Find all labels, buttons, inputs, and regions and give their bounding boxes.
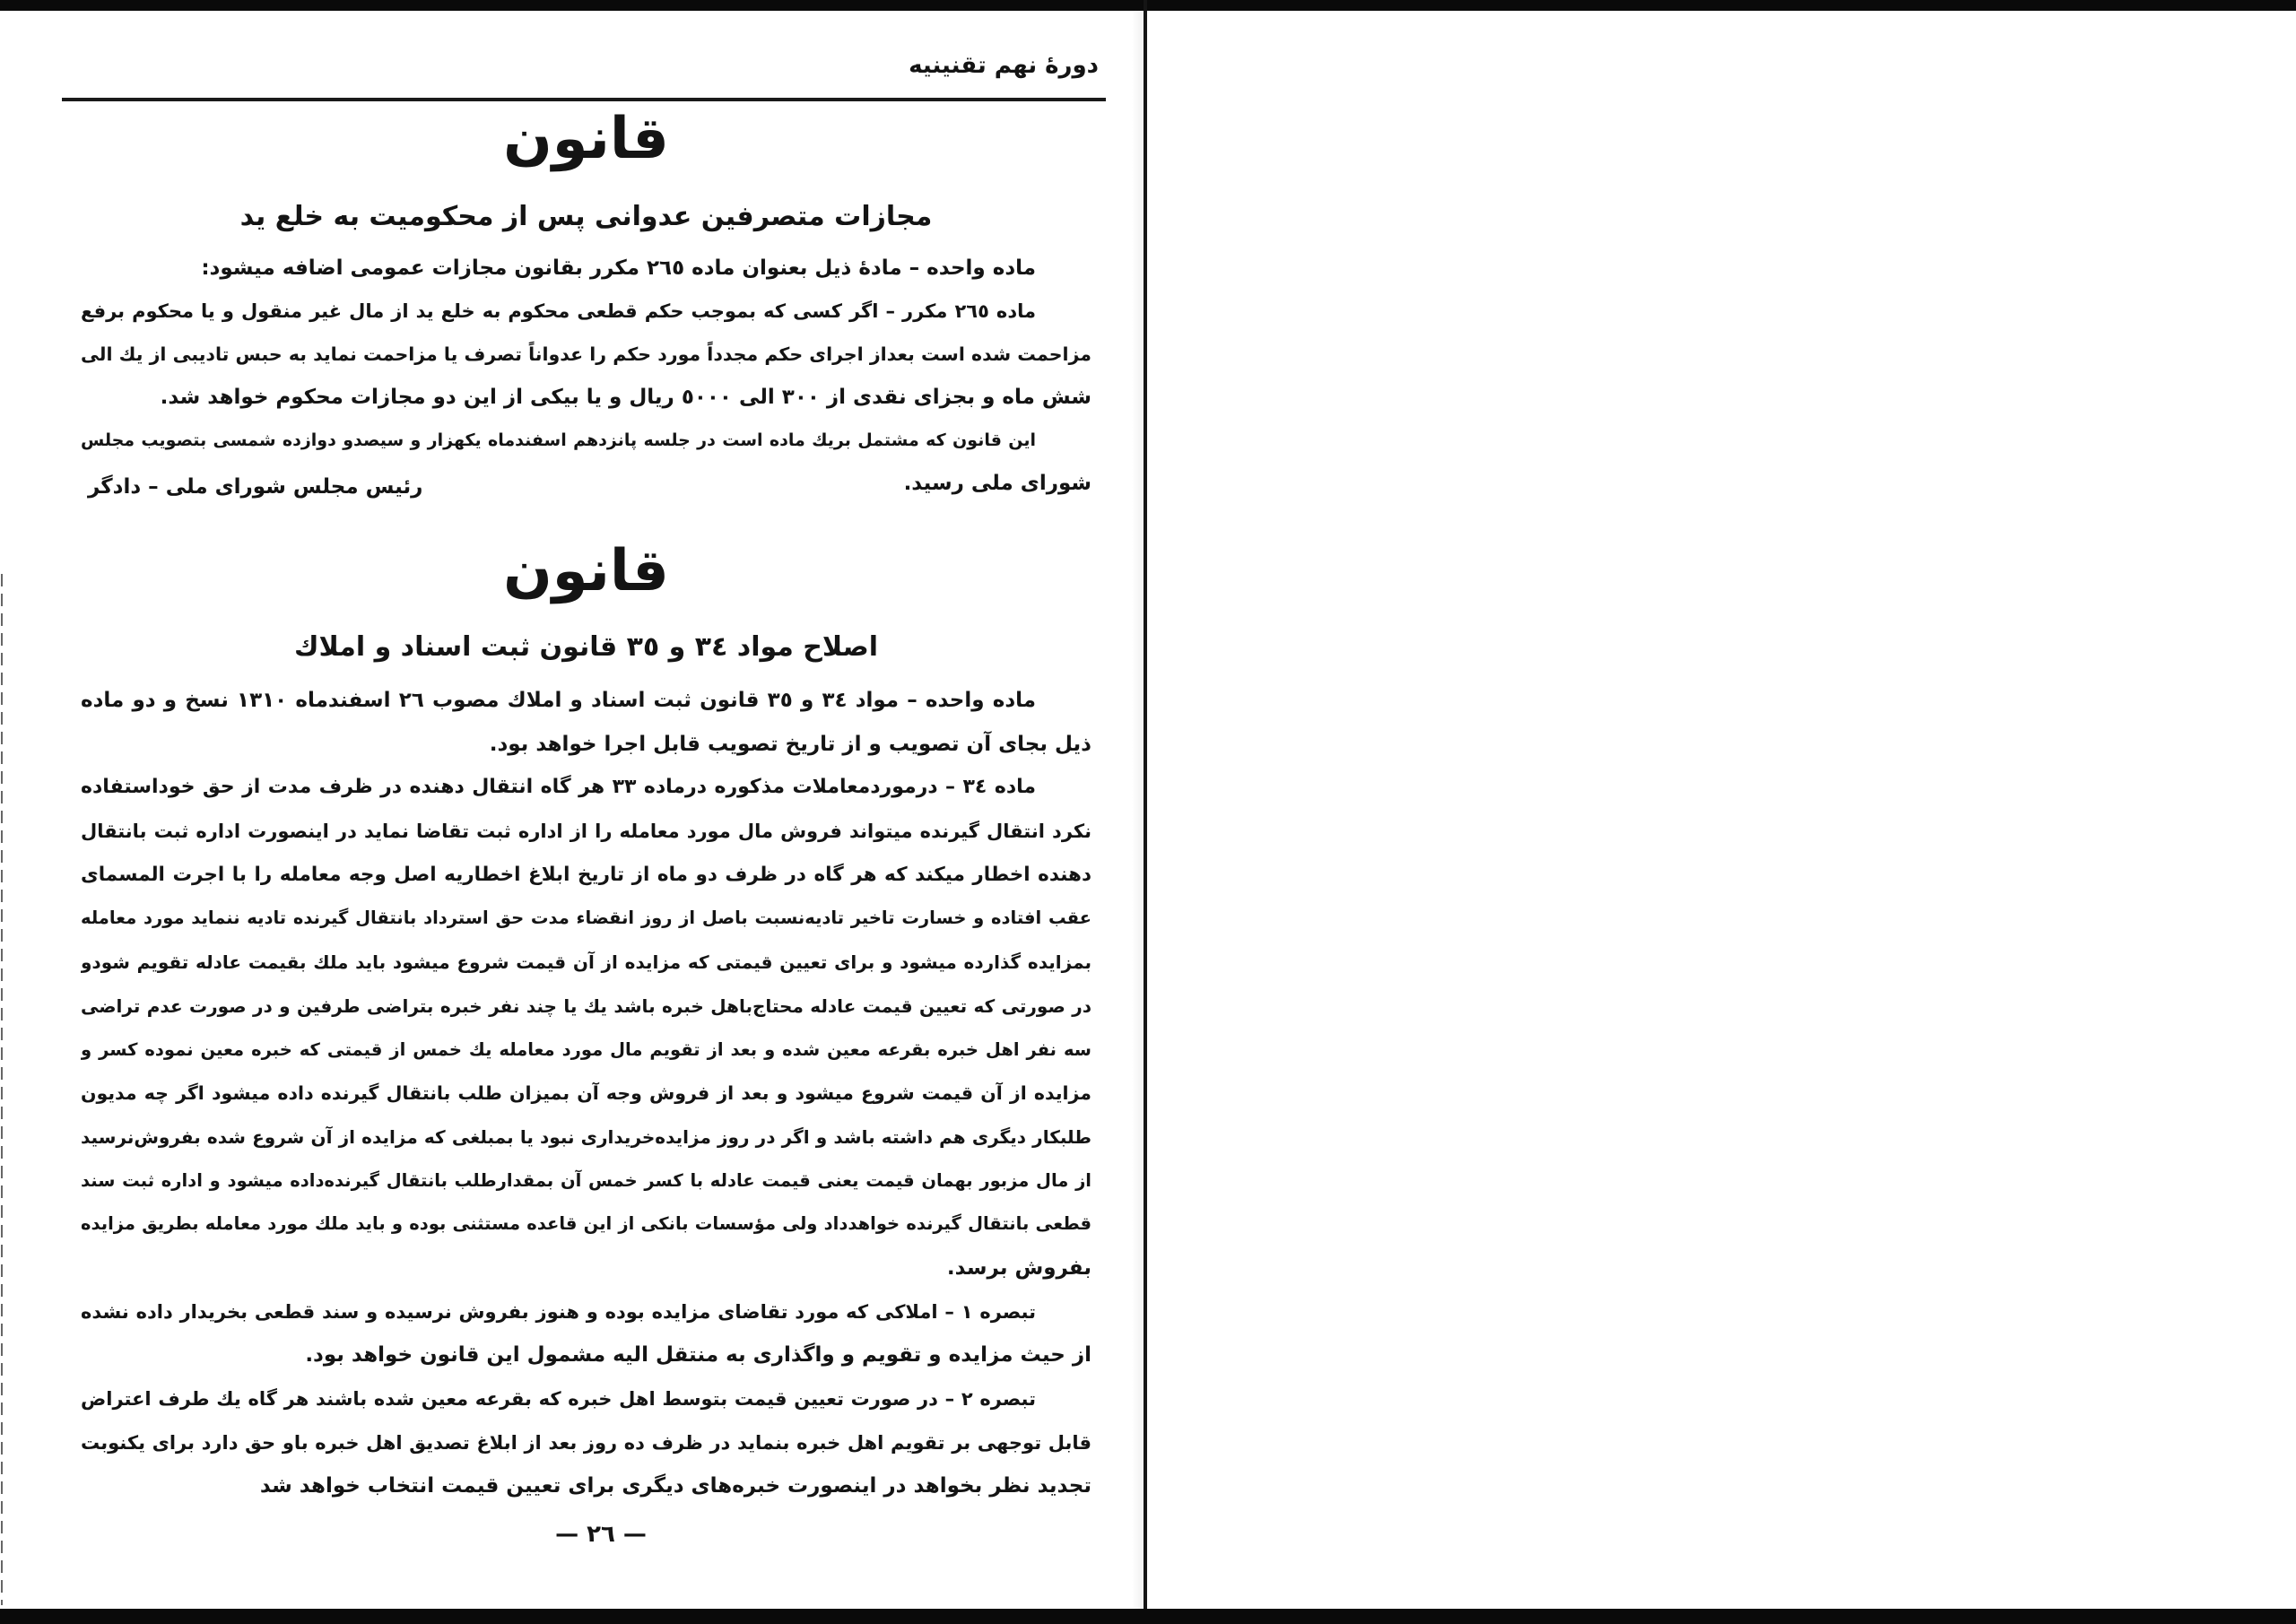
running-header: دورهٔ نهم تقنینیه [909,52,1099,79]
law1-intro-line: ماده واحده – مادهٔ ذیل بعنوان ماده ٢٦٥ مکرر بقانون مجازات عمومی اضافه میشود: [201,256,1036,280]
law2-article34-line: بمزایده گذارده میشود و برای تعیین قیمتی که مزایده از آن قیمت شروع میشود باید ملك بقیمت عادله تقویم شودو [81,951,1091,974]
book-gutter-line [1144,0,1147,1624]
law2-subheading [81,626,1091,669]
law2-article34-line: ماده ٣٤ – درموردمعاملات مذکوره درماده ٣٣ هر گاه انتقال دهنده در ظرف مدت از حق خوداستفاده [81,776,1036,799]
law2-note2-line: قابل توجهی بر تقویم اهل خبره بنماید در ظرف ده روز بعد از ابلاغ تصدیق اهل خبره باو حق دارد برای یکنوبت [81,1431,1091,1454]
law1-signature: رئیس مجلس شورای ملی – دادگر [88,475,423,499]
law2-article34-line: سه نفر اهل خبره بقرعه معین شده و بعد از تقویم مال مورد معامله یك خمس از قیمتی که خبره معین نموده کسر و [81,1038,1091,1060]
law2-note1-line: تبصره ١ – املاکی که مورد تقاضای مزایده بوده و هنوز بفروش نرسیده و سند قطعی بخریدار داده نشده [81,1300,1036,1323]
law2-article34-line: نکرد انتقال گیرنده میتواند فروش مال مورد معامله را از اداره ثبت تقاضا نماید در اینصورت اداره ثبت بانتقال [81,821,1091,843]
law2-article34-line: قطعی بانتقال گیرنده خواهدداد ولی مؤسسات بانکی از این قاعده مستثنی بوده و باید ملك مورد معامله بطریق مزایده [81,1213,1091,1235]
law1-approval-line: این قانون که مشتمل بریك ماده است در جلسه پانزدهم اسفندماه یکهزار و سیصدو دوازده شمسی بتصویب مجلس [81,430,1036,450]
law2-article34-line: دهنده اخطار میکند که هر گاه در ظرف دو ماه از تاریخ ابلاغ اخطاریه اصل وجه معامله را با اجرت المسمای [81,863,1091,886]
law2-note2-line: تجدید نظر بخواهد در اینصورت خبره‌های دیگری برای تعیین قیمت انتخاب خواهد شد [259,1474,1091,1498]
law1-heading [81,101,1091,177]
law2-article34-line: در صورتی که تعیین قیمت عادله محتاج‌باهل خبره باشد یك یا چند نفر خبره بتراضی طرفین و در صورت عدم تراضی [81,994,1091,1017]
law1-body [81,247,1091,505]
law1-article-line: ماده ٢٦٥ مکرر – اگر کسی که بموجب حکم قطعی محکوم به خلع ید از مال غیر منقول و یا محکوم برفع [81,300,1036,322]
law2-note2-line: تبصره ٢ – در صورت تعیین قیمت بتوسط اهل خبره که بقرعه معین شده باشند هر گاه یك طرف اعتراض [81,1388,1036,1410]
law1-approval-closing-row [81,462,1091,505]
law1-title: قانون [503,106,669,172]
page-number: — ٢٦ — [555,1521,647,1548]
law1-approval-line: شورای ملی رسید. [903,472,1091,495]
law1-subtitle: مجازات متصرفین عدوانی پس از محکومیت به خلع ید [239,201,933,232]
law2-article34-line: عقب افتاده و خسارت تاخیر تادیه‌نسبت باصل از روز انقضاء مدت حق استرداد بانتقال گیرنده تادیه ننماید مورد معامله [81,908,1091,929]
law2-article34-line: طلبکار دیگری هم داشته باشد و اگر در روز مزایده‌خریداری نبود یا بمبلغی که مزایده از آن شروع شده بفروش‌نرسید [81,1125,1091,1148]
law1-article-line: مزاحمت شده است بعداز اجرای حکم مجدداً مورد حکم را عدواناً تصرف یا مزاحمت نماید به حبس تادیبی از یك الی [81,343,1091,365]
scan-bottom-border [0,1609,2296,1624]
law1-subheading [81,195,1091,239]
law2-heading [81,534,1091,609]
law1-article-line: شش ماه و بجزای نقدی از ٣٠٠ الی ٥٠٠٠ ریال و یا بیکی از این دو مجازات محکوم خواهد شد. [160,386,1091,409]
book-gutter-shade [1132,0,1144,1624]
law2-article34-line: از مال مزبور بهمان قیمت یعنی قیمت عادله با کسر خمس آن بمقدارطلب بانتقال گیرنده‌داده میشود و اداره ثبت سند [81,1169,1091,1191]
law2-note1-line: از حیث مزایده و تقویم و واگذاری به منتقل الیه مشمول این قانون خواهد بود. [305,1343,1091,1368]
law2-body [81,679,1091,1508]
law2-subtitle: اصلاح مواد ٣٤ و ٣٥ قانون ثبت اسناد و املاك [294,631,878,663]
law2-title: قانون [503,538,669,604]
law2-intro-line: ماده واحده – مواد ٣٤ و ٣٥ قانون ثبت اسناد و املاك مصوب ٢٦ اسفندماه ١٣١٠ نسخ و دو ماده [81,689,1036,712]
law2-article34-line: بفروش برسد. [946,1255,1091,1280]
scan-left-edge [1,574,3,1605]
law2-intro-line: ذیل بجای آن تصویب و از تاریخ تصویب قابل اجرا خواهد بود. [489,732,1091,756]
law2-article34-line: مزایده از آن قیمت شروع میشود و بعد از فروش وجه آن بمیزان طلب بانتقال گیرنده داده میشود اگر چه مدیون [81,1082,1091,1105]
scan-top-border [0,0,2296,11]
